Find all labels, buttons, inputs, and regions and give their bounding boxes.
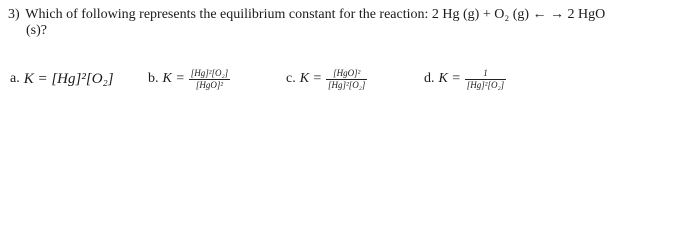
- option-d-lhs: K =: [438, 71, 461, 86]
- option-c-fraction: [326, 68, 367, 91]
- option-c-lhs: K =: [299, 71, 323, 86]
- option-a[interactable]: [10, 62, 114, 96]
- option-d-label: d.: [424, 71, 435, 86]
- question-text-continuation: (s)?: [26, 23, 47, 38]
- option-c[interactable]: [286, 62, 367, 96]
- question-line-2: [26, 23, 47, 39]
- option-b-lhs: K =: [162, 71, 185, 86]
- option-d-denominator: [Hg]²[O₂]: [466, 79, 505, 90]
- option-b-fraction: [189, 68, 230, 91]
- question-text: Which of following represents the equilibrium constant for the reaction: 2 Hg (g) + O₂ (g) ← → 2 HgO: [25, 7, 606, 22]
- option-b-label: b.: [148, 71, 159, 86]
- option-a-label: a.: [10, 71, 20, 86]
- option-d-fraction: [465, 68, 506, 91]
- option-c-label: c.: [286, 71, 296, 86]
- option-d-numerator: 1: [483, 67, 488, 78]
- question-line-1: [8, 7, 605, 23]
- option-c-numerator: [HgO]²: [333, 67, 361, 78]
- option-d[interactable]: [424, 62, 506, 96]
- option-b-numerator: [Hg]²[O₂]: [190, 67, 229, 78]
- question-number: 3): [8, 7, 20, 22]
- option-a-expression: K = [Hg]²[O₂]: [23, 70, 114, 87]
- option-b[interactable]: [148, 62, 230, 96]
- option-b-denominator: [HgO]²: [195, 79, 224, 90]
- option-c-denominator: [Hg]²[O₂]: [328, 79, 366, 90]
